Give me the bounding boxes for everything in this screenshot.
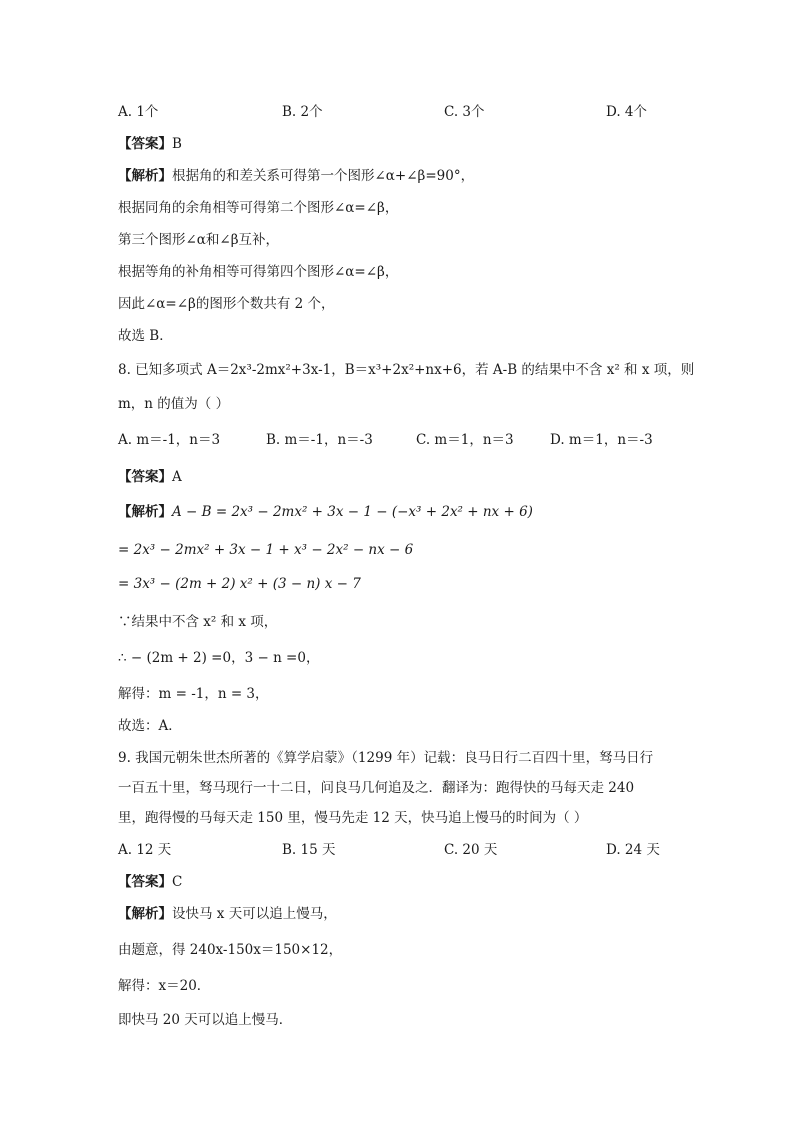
q9-answer-value: C: [172, 874, 183, 890]
q8-option-a: A. m＝-1，n＝3: [118, 432, 221, 448]
q9-analysis-label: 【解析】: [118, 906, 172, 922]
q7-option-c: C. 3个: [444, 104, 485, 120]
q8-analysis-7: 故选：A．: [118, 718, 182, 734]
q9-analysis-3: 解得：x＝20．: [118, 978, 211, 994]
q7-analysis-text-1: 根据角的和差关系可得第一个图形∠α+∠β=90°，: [172, 168, 475, 184]
q7-answer: [118, 134, 182, 154]
q9-option-b: B. 15 天: [282, 842, 336, 858]
q7-analysis-3: 第三个图形∠α和∠β互补，: [118, 232, 280, 248]
q8-option-c: C. m＝1，n＝3: [416, 432, 514, 448]
q8-option-b: B. m＝-1，n＝-3: [266, 432, 373, 448]
q8-analysis-label: 【解析】: [118, 504, 172, 520]
q9-stem-line-3: 里，跑得慢的马每天走 150 里，慢马先走 12 天，快马追上慢马的时间为（ ）: [118, 810, 588, 826]
q7-analysis-6: 故选 B．: [118, 328, 173, 344]
q9-stem-line-1: 9. 我国元朝朱世杰所著的《算学启蒙》（1299 年）记载：良马日行二百四十里，驽马日行: [118, 750, 654, 766]
q8-stem-line-2: m，n 的值为（ ）: [118, 396, 230, 412]
q8-analysis-5: ∴ − (2m + 2) =0，3 − n =0，: [118, 650, 320, 666]
q8-analysis-text-2: = 2x³ − 2mx² + 3x − 1 + x³ − 2x² − nx − 6: [118, 542, 414, 558]
q8-option-d: D. m＝1，n＝-3: [550, 432, 653, 448]
q8-analysis-3: [118, 574, 361, 594]
q9-analysis-text-1: 设快马 x 天可以追上慢马，: [172, 906, 337, 922]
q9-answer: [118, 872, 182, 892]
q7-answer-value: B: [172, 136, 182, 152]
q9-analysis-2: 由题意，得 240x-150x＝150×12，: [118, 942, 343, 958]
q7-analysis-4: 根据等角的补角相等可得第四个图形∠α=∠β，: [118, 264, 399, 280]
q9-stem-line-2: 一百五十里，驽马现行一十二日，问良马几何追及之．翻译为：跑得快的马每天走 240: [118, 780, 635, 796]
q7-analysis-label: 【解析】: [118, 168, 172, 184]
q9-option-c: C. 20 天: [444, 842, 498, 858]
q8-stem-line-1: 8. 已知多项式 A＝2x³-2mx²+3x-1，B＝x³+2x²+nx+6，若 A-B 的结果中不含 x² 和 x 项，则: [118, 362, 695, 378]
q9-analysis-4: 即快马 20 天可以追上慢马．: [118, 1012, 293, 1028]
q8-answer-label: 【答案】: [118, 469, 172, 485]
q7-option-d: D. 4个: [606, 104, 648, 120]
q9-analysis-1: [118, 904, 337, 924]
q8-answer-value: A: [172, 469, 182, 485]
q8-analysis-6: 解得：m = -1，n = 3，: [118, 686, 269, 702]
q7-analysis-2: 根据同角的余角相等可得第二个图形∠α=∠β，: [118, 200, 399, 216]
q8-analysis-text-1: A − B = 2x³ − 2mx² + 3x − 1 − (−x³ + 2x² + nx + 6): [172, 504, 533, 520]
q8-analysis-text-3: = 3x³ − (2m + 2) x² + (3 − n) x − 7: [118, 576, 361, 592]
q9-answer-label: 【答案】: [118, 874, 172, 890]
q8-analysis-4: ∵结果中不含 x² 和 x 项，: [118, 614, 278, 630]
q8-analysis-1: [118, 502, 533, 522]
q9-option-a: A. 12 天: [118, 842, 172, 858]
q9-option-d: D. 24 天: [606, 842, 660, 858]
q8-answer: [118, 467, 182, 487]
q7-answer-label: 【答案】: [118, 136, 172, 152]
q7-option-a: A. 1个: [118, 104, 159, 120]
q7-analysis-1: [118, 166, 474, 186]
q7-option-b: B. 2个: [282, 104, 323, 120]
q8-analysis-2: [118, 540, 413, 560]
q7-analysis-5: 因此∠α=∠β的图形个数共有 2 个，: [118, 296, 335, 312]
